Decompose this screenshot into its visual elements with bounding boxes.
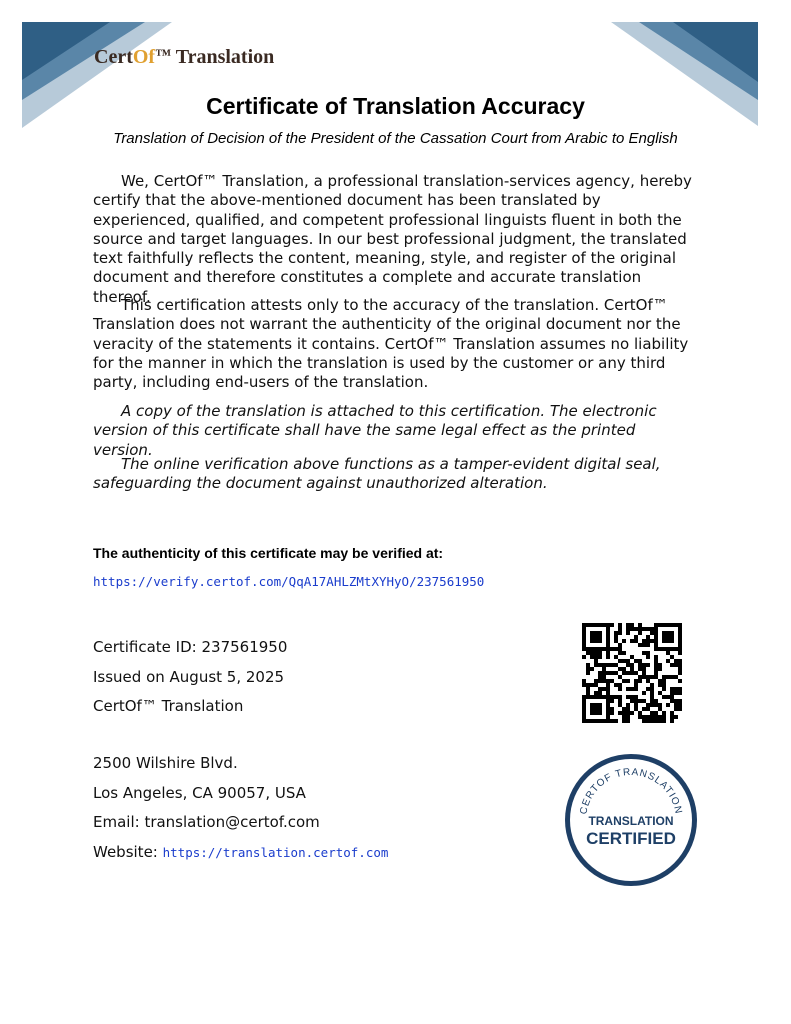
company-name: CertOf™ Translation bbox=[93, 697, 244, 715]
verification-heading: The authenticity of this certificate may be verified at: bbox=[93, 545, 444, 561]
page-title: Certificate of Translation Accuracy bbox=[206, 93, 585, 119]
seal-line-2: CERTIFIED bbox=[586, 829, 676, 848]
website-label: Website: bbox=[93, 843, 163, 861]
issue-date: Issued on August 5, 2025 bbox=[93, 668, 285, 686]
brand-accent: Of bbox=[132, 46, 156, 68]
digital-seal-paragraph: The online verification above functions as a tamper-evident digital seal, safeguarding the document against unauthorized alteration. bbox=[93, 455, 661, 493]
brand-logo bbox=[94, 46, 274, 69]
contact-email: Email: translation@certof.com bbox=[93, 813, 320, 831]
seal-arc-text: CERTOF TRANSLATION bbox=[578, 766, 684, 816]
attachment-paragraph: A copy of the translation is attached to this certification. The electronic version of this certificate shall have the same legal effect as the printed version. bbox=[93, 402, 657, 459]
website-link[interactable]: https://translation.certof.com bbox=[162, 845, 389, 860]
liability-paragraph: This certification attests only to the accuracy of the translation. CertOf™ Translation does not warrant the authenticity of the original document nor the veracity of the statements it contains. CertOf™ Translation assumes no liability for the manner in which the translation is used by the customer or any third party, including end-users of the translation. bbox=[93, 296, 689, 392]
certification-paragraph: We, CertOf™ Translation, a professional translation-services agency, hereby certify that the above-mentioned document has been translated by experienced, qualified, and competent professional linguists fluent in both the source and target languages. In our best professional judgment, the translated text faithfully reflects the content, meaning, style, and register of the original document and therefore constitutes a complete and accurate translation thereof. bbox=[93, 172, 692, 306]
website-line bbox=[93, 843, 388, 861]
seal-line-1: TRANSLATION bbox=[588, 814, 674, 828]
brand-trademark: ™ bbox=[155, 47, 172, 64]
page-subtitle: Translation of Decision of the President of the Cassation Court from Arabic to English bbox=[113, 130, 678, 147]
brand-suffix: Translation bbox=[171, 46, 275, 68]
translation-certified-seal bbox=[561, 750, 701, 890]
verification-link[interactable]: https://verify.certof.com/QqA17AHLZMtXYHyO/237561950 bbox=[93, 574, 485, 589]
brand-prefix: Cert bbox=[94, 46, 133, 68]
address-city: Los Angeles, CA 90057, USA bbox=[93, 784, 306, 802]
address-street: 2500 Wilshire Blvd. bbox=[93, 754, 238, 772]
qr-code[interactable] bbox=[582, 623, 682, 723]
certificate-id: Certificate ID: 237561950 bbox=[93, 638, 288, 656]
